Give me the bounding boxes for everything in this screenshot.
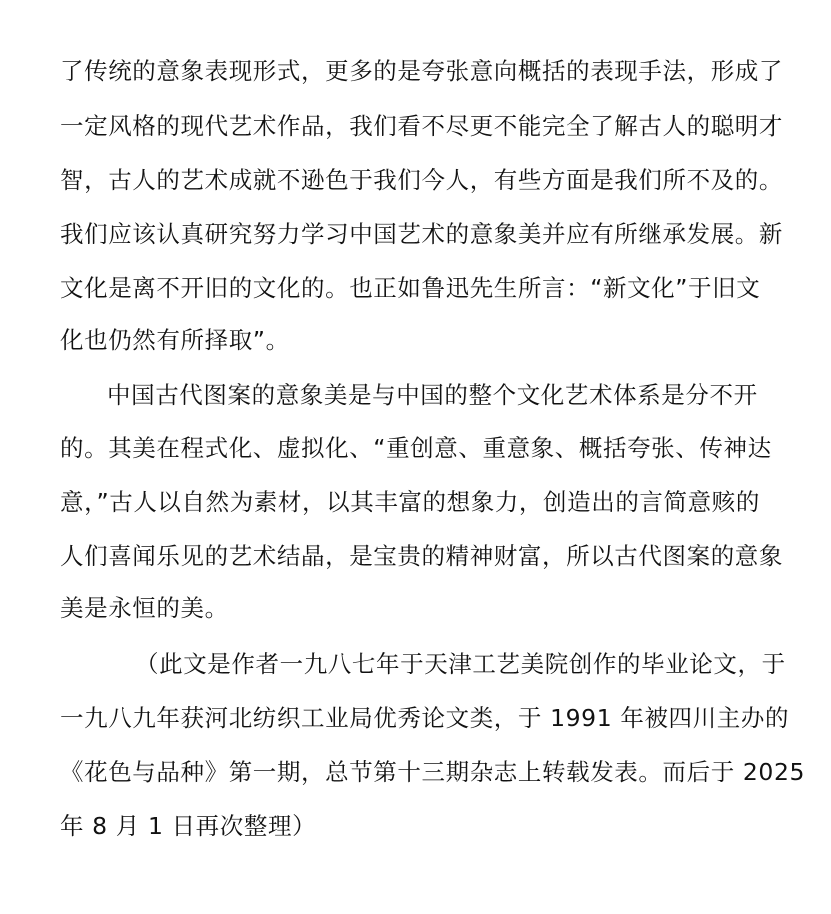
paragraph-2-line-2: 的。其美在程式化、虚拟化、“重创意、重意象、概括夸张、传神达 xyxy=(60,434,772,462)
paragraph-1-line-6: 化也仍然有所择取”。 xyxy=(60,326,290,354)
paragraph-1-line-5: 文化是离不开旧的文化的。也正如鲁迅先生所言：“新文化”于旧文 xyxy=(60,274,761,302)
paragraph-1-line-3: 智，古人的艺术成就不逊色于我们今人，有些方面是我们所不及的。 xyxy=(60,166,783,194)
note-line-2: 一九八九年获河北纺织工业局优秀论文类，于 1991 年被四川主办的 xyxy=(60,704,790,732)
paragraph-2-line-4: 人们喜闻乐见的艺术结晶，是宝贵的精神财富，所以古代图案的意象 xyxy=(60,542,783,570)
paragraph-2-line-3: 意，”古人以自然为素材，以其丰富的想象力，创造出的言简意赅的 xyxy=(60,488,760,516)
note-line-3: 《花色与品种》第一期，总节第十三期杂志上转载发表。而后于 2025 xyxy=(60,758,806,786)
note-line-1: （此文是作者一九八七年于天津工艺美院创作的毕业论文，于 xyxy=(135,650,786,678)
paragraph-2-line-5: 美是永恒的美。 xyxy=(60,594,229,622)
paragraph-1-line-1: 了传统的意象表现形式，更多的是夸张意向概括的表现手法，形成了 xyxy=(60,57,783,85)
note-line-4: 年 8 月 1 日再次整理） xyxy=(60,812,317,840)
paragraph-1-line-4: 我们应该认真研究努力学习中国艺术的意象美并应有所继承发展。新 xyxy=(60,220,783,248)
paragraph-2-line-1: 中国古代图案的意象美是与中国的整个文化艺术体系是分不开 xyxy=(107,381,758,409)
paragraph-1-line-2: 一定风格的现代艺术作品，我们看不尽更不能完全了解古人的聪明才 xyxy=(60,112,783,140)
